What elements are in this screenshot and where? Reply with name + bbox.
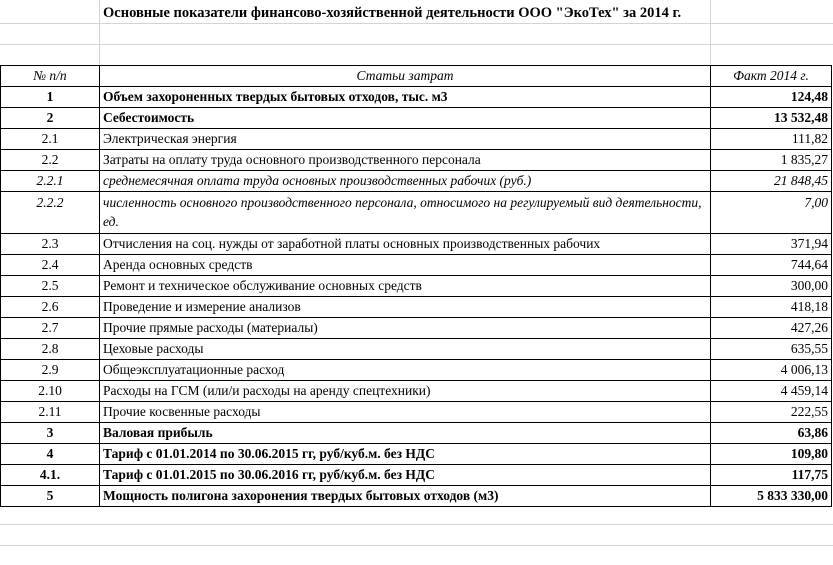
table-row	[1, 129, 832, 150]
row-item: Затраты на оплату труда основного производственного персонала	[100, 150, 711, 171]
row-num: 3	[1, 423, 100, 444]
row-value: 117,75	[711, 465, 832, 486]
row-num: 1	[1, 87, 100, 108]
row-item: Проведение и измерение анализов	[100, 297, 711, 318]
row-num: 2.6	[1, 297, 100, 318]
row-num: 2.9	[1, 360, 100, 381]
table-row	[1, 339, 832, 360]
table-row	[1, 465, 832, 486]
table-row	[1, 234, 832, 255]
row-value: 111,82	[711, 129, 832, 150]
table-row	[1, 318, 832, 339]
row-value: 1 835,27	[711, 150, 832, 171]
row-value: 635,55	[711, 339, 832, 360]
row-item: Тариф с 01.01.2014 по 30.06.2015 гг, руб/куб.м. без НДС	[100, 444, 711, 465]
row-value: 5 833 330,00	[711, 486, 832, 507]
row-item: Отчисления на соц. нужды от заработной платы основных производственных рабочих	[100, 234, 711, 255]
table-row	[1, 108, 832, 129]
row-item: Общеэксплуатационные расход	[100, 360, 711, 381]
table-row	[1, 171, 832, 192]
row-num: 2.7	[1, 318, 100, 339]
row-num: 2.3	[1, 234, 100, 255]
table-row	[1, 423, 832, 444]
row-value: 4 459,14	[711, 381, 832, 402]
row-value: 7,00	[711, 192, 832, 234]
row-item: среднемесячная оплата труда основных производственных рабочих (руб.)	[100, 171, 711, 192]
row-num: 2	[1, 108, 100, 129]
header-fact: Факт 2014 г.	[711, 66, 832, 87]
row-value: 63,86	[711, 423, 832, 444]
row-value: 109,80	[711, 444, 832, 465]
row-item: Объем захороненных твердых бытовых отходов, тыс. м3	[100, 87, 711, 108]
table-row	[1, 192, 832, 234]
row-num: 2.2.2	[1, 192, 100, 234]
row-item: Прочие прямые расходы (материалы)	[100, 318, 711, 339]
table-row	[1, 381, 832, 402]
row-num: 2.10	[1, 381, 100, 402]
row-item: Расходы на ГСМ (или/и расходы на аренду спецтехники)	[100, 381, 711, 402]
row-value: 300,00	[711, 276, 832, 297]
row-value: 744,64	[711, 255, 832, 276]
row-item: Валовая прибыль	[100, 423, 711, 444]
row-item: численность основного производственного персонала, относимого на регулируемый вид деятельности, ед.	[100, 192, 711, 234]
table-row	[1, 402, 832, 423]
row-value: 13 532,48	[711, 108, 832, 129]
row-num: 2.8	[1, 339, 100, 360]
header-item: Статьи затрат	[100, 66, 711, 87]
gridline	[0, 23, 833, 24]
table-row	[1, 150, 832, 171]
row-item: Тариф с 01.01.2015 по 30.06.2016 гг, руб/куб.м. без НДС	[100, 465, 711, 486]
row-item: Мощность полигона захоронения твердых бытовых отходов (м3)	[100, 486, 711, 507]
row-value: 427,26	[711, 318, 832, 339]
table-row	[1, 87, 832, 108]
row-num: 4	[1, 444, 100, 465]
row-item: Аренда основных средств	[100, 255, 711, 276]
table-row	[1, 486, 832, 507]
row-num: 2.2.1	[1, 171, 100, 192]
row-item: Цеховые расходы	[100, 339, 711, 360]
gridline	[0, 545, 833, 546]
table-row	[1, 297, 832, 318]
table-row	[1, 255, 832, 276]
row-num: 4.1.	[1, 465, 100, 486]
gridline	[710, 0, 711, 65]
page-title: Основные показатели финансово-хозяйственной деятельности ООО "ЭкоТех" за 2014 г.	[103, 5, 682, 21]
gridline	[0, 44, 833, 45]
row-num: 5	[1, 486, 100, 507]
table-row	[1, 444, 832, 465]
header-num: № п/п	[1, 66, 100, 87]
row-num: 2.1	[1, 129, 100, 150]
row-value: 418,18	[711, 297, 832, 318]
row-num: 2.2	[1, 150, 100, 171]
row-item: Ремонт и техническое обслуживание основных средств	[100, 276, 711, 297]
table-row	[1, 360, 832, 381]
gridline	[0, 524, 833, 525]
row-item: Прочие косвенные расходы	[100, 402, 711, 423]
row-num: 2.11	[1, 402, 100, 423]
row-num: 2.4	[1, 255, 100, 276]
row-value: 4 006,13	[711, 360, 832, 381]
cost-table	[0, 65, 832, 507]
row-value: 124,48	[711, 87, 832, 108]
gridline	[99, 0, 100, 65]
table-row	[1, 276, 832, 297]
row-value: 21 848,45	[711, 171, 832, 192]
row-item: Электрическая энергия	[100, 129, 711, 150]
row-value: 222,55	[711, 402, 832, 423]
table-header-row	[1, 66, 832, 87]
row-num: 2.5	[1, 276, 100, 297]
row-item: Себестоимость	[100, 108, 711, 129]
row-value: 371,94	[711, 234, 832, 255]
